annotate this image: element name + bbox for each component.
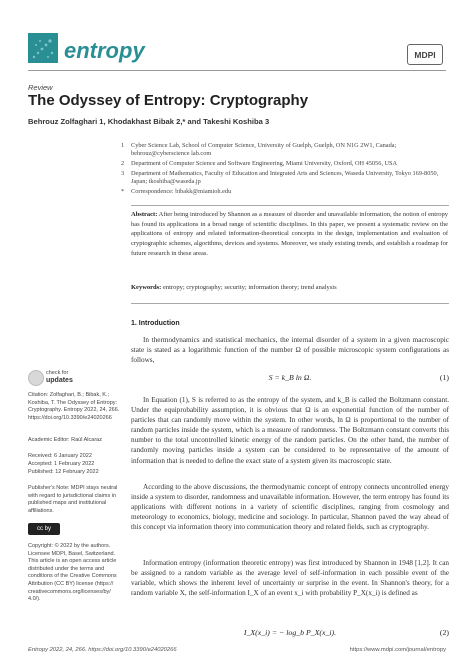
paragraph-3: According to the above discussions, the thermodynamic concept of entropy connects uncontrolled energy inside a system to disorder, randomness and unavailable information. However, the term entropy has found its applications with different notions in a variety of scientific disciplines, ranging from cosmology and meteorology to economics, biology, medicine and sociology. In particular, Shannon paved the way ahead of this concept via information theory into communication theory and related fields, such as cryptography.	[131, 483, 449, 532]
affiliation-1: 1 Cyber Science Lab, School of Computer Science, University of Guelph, Guelph, ON N1G 2W1, Canada; behrouz@cyberscience lab.com	[121, 142, 397, 158]
author-list	[28, 117, 269, 126]
keywords-divider	[131, 303, 449, 304]
citation: Citation: Zolfaghari, B.; Bibak, K.; Koshiba, T. The Odyssey of Entropy: Cryptography. Entropy 2022, 24, 266. https://doi.org/10.3390/e24020266	[28, 392, 120, 421]
journal-name[interactable]: entropy	[64, 38, 145, 63]
check-updates-icon	[28, 370, 44, 386]
published-date: Published: 12 February 2022	[28, 469, 99, 475]
affiliation-2: 2 Department of Computer Science and Software Engineering, Miami University, Oxford, OH 45056, USA	[121, 160, 398, 167]
section-heading: 1. Introduction	[131, 320, 180, 327]
keywords: Keywords: entropy; cryptography; security; information theory; trend analysis	[131, 284, 337, 291]
footer-journal-link[interactable]: https://www.mdpi.com/journal/entropy	[349, 647, 446, 653]
equation-1: S = k_B ln Ω. (1)	[268, 373, 449, 382]
page-footer	[28, 647, 446, 653]
paragraph-1: In thermodynamics and statistical mechanics, the internal disorder of a system in a given macroscopic state is stated as a logarithmic function of the number Ω of possible microscopic system configurations as follows,	[131, 336, 449, 365]
header-divider	[28, 70, 446, 71]
footer-citation[interactable]: Entropy 2022, 24, 266. https://doi.org/10.3390/e24020266	[28, 647, 177, 653]
cc-license-badge[interactable]: cc by	[28, 523, 60, 535]
abstract-divider	[131, 205, 449, 206]
abstract: Abstract: After being introduced by Shannon as a measure of disorder and unavailable information, the notion of entropy has found its applications in a broad range of scientific disciplines. In this paper, we present a systematic review on the applications of entropy and related information-theoretical concepts in the design, implementation and evaluation of cryptographic schemes, algorithms, devices and systems. Moreover, we study existing trends, and establish a roadmap for future research in these areas.	[131, 211, 448, 257]
publisher-note: Publisher's Note: MDPI stays neutral with regard to jurisdictional claims in published maps and institutional affiliations.	[28, 485, 118, 514]
equation-2: I_X(x_i) = − log_b P_X(x_i). (2)	[243, 628, 449, 637]
article-title: The Odyssey of Entropy: Cryptography	[28, 92, 309, 109]
correspondence: * Correspondence: bibakk@miamioh.edu	[121, 188, 232, 195]
article-type: Review	[28, 83, 53, 92]
publisher-logo[interactable]: MDPI	[407, 44, 443, 65]
paragraph-4: Information entropy (information theoretic entropy) was first introduced by Shannon in 1948 [1,2]. It can be assigned to a random variable as the average level of self-information in each possible event of the variable, which shows the inherent level of uncertainty or surprise in the event. In Shannon's theory, for a random variable X, the self-information I_X of an event x_i with probability P_X(x_i) is defined as	[131, 559, 449, 598]
authors-text: Behrouz Zolfaghari 1, Khodakhast Bibak 2,* and Takeshi Koshiba 3	[28, 117, 270, 126]
accepted-date: Accepted: 1 February 2022	[28, 461, 95, 467]
received-date: Received: 6 January 2022	[28, 453, 92, 459]
journal-logo-icon	[28, 33, 58, 63]
check-for-updates-button[interactable]: check for updates	[28, 368, 88, 388]
paragraph-2: In Equation (1), S is referred to as the entropy of the system, and k_B is called the Boltzmann constant. Under the equiprobability assumption, it is obvious that Ω is an exponential function of the number of particles that can randomly move within the system. In other words, ln Ω is proportional to the number of random particles inside the system, which is a measure of randomness. The Boltzmann constant converts this number to the total uncontrolled kinetic energy of the random particles. On the other hand, the number of randomly moving particles inside a system can be considered to be representative of the amount of information that is needed to define the exact state of a system given its macroscopic state.	[131, 396, 449, 465]
copyright: Copyright: © 2022 by the authors. Licensee MDPI, Basel, Switzerland. This article is an open access article distributed under the terms and conditions of the Creative Commons Attribution (CC BY) license (https:// creativecommons.org/licenses/by/ 4.0/).	[28, 543, 117, 603]
academic-editor: Academic Editor: Raúl Alcaraz	[28, 437, 102, 443]
affiliation-3: 3 Department of Mathematics, Faculty of Education and Integrated Arts and Sciences, Waseda University, Tokyo 169-8050, Japan; tkoshiba@waseda.jp	[121, 170, 439, 186]
